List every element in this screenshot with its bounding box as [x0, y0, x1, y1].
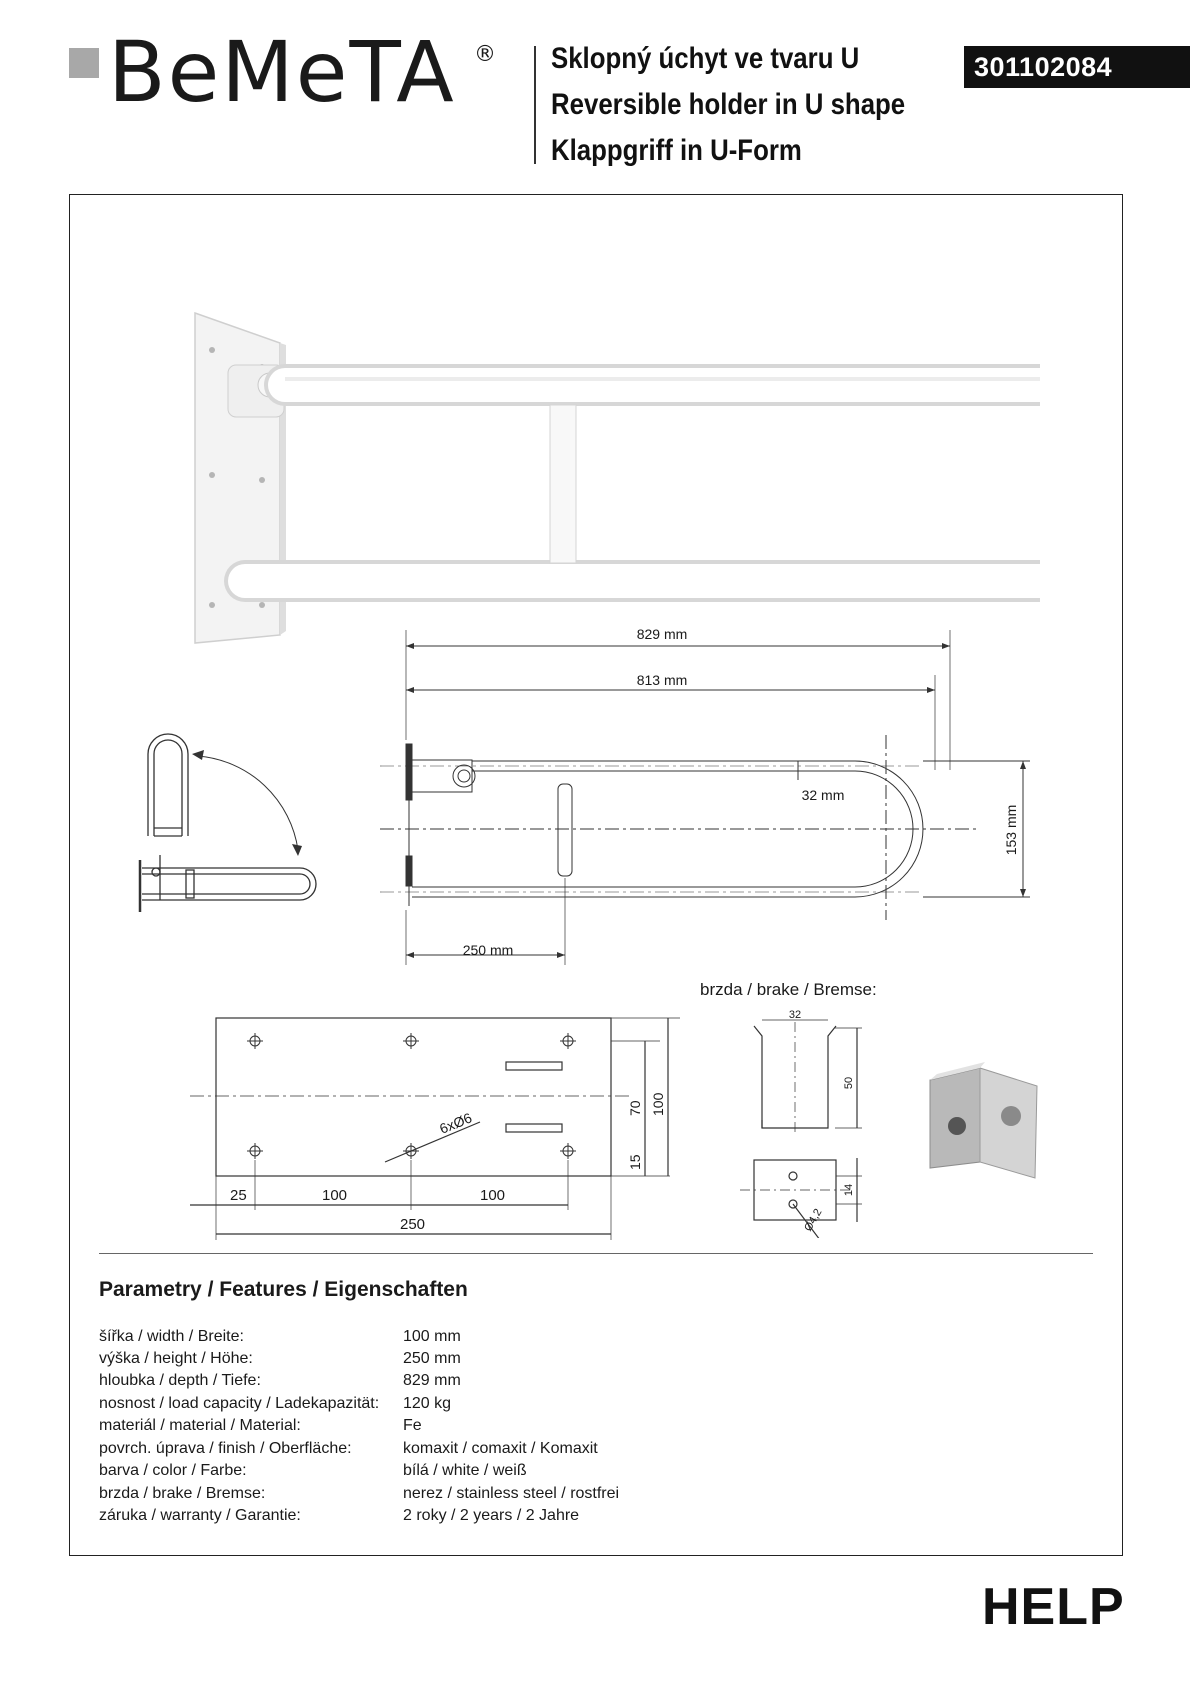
feature-value: komaxit / comaxit / Komaxit: [403, 1440, 598, 1457]
series-name: HELP: [982, 1578, 1125, 1636]
logo-square: [69, 48, 99, 78]
registered-mark: ®: [474, 42, 496, 67]
header-divider: [534, 46, 536, 164]
feature-label: šířka / width / Breite:: [99, 1328, 244, 1345]
feature-row: [99, 1440, 799, 1462]
brake-hole: Ø4,2: [802, 1206, 825, 1234]
feature-row: [99, 1507, 799, 1529]
top-view-drawing: [380, 620, 1040, 980]
brand-logo: BeMeTA: [108, 23, 456, 121]
feature-value: 2 roky / 2 years / 2 Jahre: [403, 1507, 580, 1524]
brake-drawing: [740, 1008, 880, 1238]
dim-32: 32 mm: [801, 787, 845, 803]
dim-829: 829 mm: [636, 626, 688, 642]
feature-label: nosnost / load capacity / Ladekapazität:: [99, 1395, 380, 1412]
feature-value: 829 mm: [403, 1372, 461, 1389]
feature-row: [99, 1350, 799, 1372]
dim-813: 813 mm: [636, 672, 688, 688]
brake-dim-50: 50: [843, 1076, 855, 1090]
title-cz: Sklopný úchyt ve tvaru U: [551, 42, 860, 75]
feature-value: nerez / stainless steel / rostfrei: [403, 1485, 620, 1502]
feature-label: materiál / material / Material:: [99, 1417, 301, 1434]
feature-value: bílá / white / weiß: [403, 1462, 527, 1479]
feature-label: záruka / warranty / Garantie:: [99, 1507, 301, 1524]
features-title: Parametry / Features / Eigenschaften: [99, 1278, 468, 1301]
feature-value: 120 kg: [403, 1395, 452, 1412]
product-photo: [190, 305, 1040, 650]
feature-row: [99, 1417, 799, 1439]
feature-row: [99, 1485, 799, 1507]
brake-dim-32: 32: [788, 1009, 802, 1021]
feature-row: [99, 1395, 799, 1417]
plate-dim-15: 15: [627, 1154, 643, 1170]
title-en: Reversible holder in U shape: [551, 88, 906, 121]
feature-label: povrch. úprava / finish / Oberfläche:: [99, 1440, 352, 1457]
plate-dim-100b: 100: [480, 1187, 506, 1204]
feature-label: barva / color / Farbe:: [99, 1462, 247, 1479]
product-code: 301102084: [964, 46, 1190, 88]
plate-dim-100a: 100: [322, 1187, 348, 1204]
plate-dim-100v: 100: [650, 1092, 666, 1116]
brake-dim-14: 14: [843, 1183, 855, 1197]
feature-label: brzda / brake / Bremse:: [99, 1485, 266, 1502]
title-de: Klappgriff in U-Form: [551, 134, 802, 167]
plate-holes: 6xØ6: [437, 1109, 475, 1137]
plate-dim-25: 25: [230, 1187, 247, 1204]
dim-250: 250 mm: [462, 942, 514, 958]
feature-row: [99, 1462, 799, 1484]
section-divider: [99, 1253, 1093, 1254]
feature-row: [99, 1372, 799, 1394]
plate-dim-250: 250: [400, 1216, 426, 1233]
fold-diagram: [130, 720, 330, 920]
plate-dim-70: 70: [627, 1100, 643, 1116]
feature-value: 250 mm: [403, 1350, 461, 1367]
feature-label: hloubka / depth / Tiefe:: [99, 1372, 261, 1389]
plate-drawing: [190, 1010, 680, 1250]
feature-value: Fe: [403, 1417, 422, 1434]
feature-value: 100 mm: [403, 1328, 461, 1345]
dim-153: 153 mm: [1003, 804, 1019, 856]
brake-title: brzda / brake / Bremse:: [700, 980, 877, 999]
brake-photo: [925, 1060, 1060, 1180]
feature-label: výška / height / Höhe:: [99, 1350, 253, 1367]
feature-row: [99, 1328, 799, 1350]
